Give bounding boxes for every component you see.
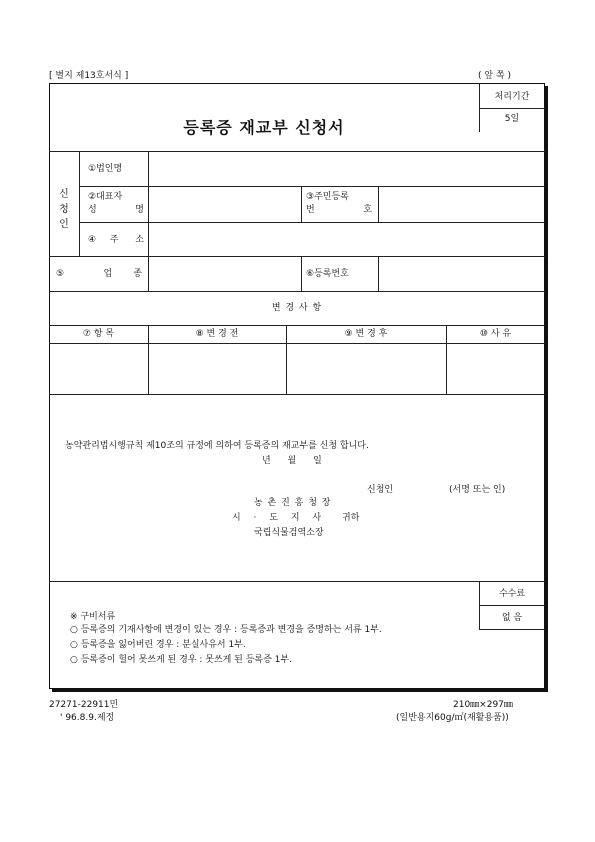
representative-name-field[interactable] bbox=[149, 187, 300, 221]
changes-title: 변 경 사 항 bbox=[271, 303, 323, 313]
change-item-field[interactable] bbox=[50, 344, 147, 393]
footer-paper-size: 210㎜×297㎜ bbox=[453, 700, 513, 710]
column-after: ⑨ 변 경 후 bbox=[344, 329, 388, 339]
footer-paper-spec: (일반용지60g/㎡(재활용품)) bbox=[396, 713, 509, 723]
fee-label: 수수료 bbox=[498, 589, 526, 599]
document-item: ○ 등록증의 기재사항에 변경이 있는 경우 : 등록증과 변경을 증명하는 서류 1부. bbox=[70, 625, 382, 635]
documents-heading: ※ 구비서류 bbox=[70, 612, 116, 622]
representative-label-line2: 성 명 bbox=[88, 205, 144, 215]
representative-label-line1: ②대표자 bbox=[88, 192, 123, 202]
document-item: ○ 등록증을 잃어버린 경우 : 분실사유서 1부. bbox=[70, 640, 246, 650]
column-before: ⑧ 변 경 전 bbox=[195, 329, 239, 339]
processing-period-value: 5일 bbox=[504, 114, 520, 124]
fee-value: 없 음 bbox=[501, 613, 523, 623]
address-label: ④주 소 bbox=[88, 235, 144, 245]
page-side: ( 앞 쪽 ) bbox=[478, 71, 511, 81]
industry-field[interactable] bbox=[149, 257, 300, 290]
industry-label: ⑤ 업 종 bbox=[56, 269, 142, 279]
processing-period-label: 처리기간 bbox=[494, 92, 530, 102]
signature-field[interactable] bbox=[405, 482, 445, 498]
resident-number-label-line1: ③주민등록 bbox=[306, 192, 349, 202]
applicant-sign-label: 신청인 bbox=[367, 485, 394, 495]
registration-number-label: ⑥등록번호 bbox=[306, 269, 349, 279]
recipient-rda: 농 촌 진 흥 청 장 bbox=[254, 498, 332, 508]
address-field[interactable] bbox=[149, 223, 544, 255]
change-after-field[interactable] bbox=[287, 344, 445, 393]
recipient-honorific: 귀하 bbox=[342, 513, 360, 523]
column-item: ⑦ 항 목 bbox=[82, 329, 115, 339]
recipient-governor: 시 · 도 지 사 bbox=[232, 513, 322, 523]
statement-text: 농약관리법시행규칙 제10조의 규정에 의하여 등록증의 재교부를 신청 합니다. bbox=[65, 441, 369, 451]
footer-form-code: 27271-22911민 bbox=[49, 700, 119, 710]
recipient-quarantine: 국립식물검역소장 bbox=[254, 528, 324, 538]
document-item: ○ 등록증이 헐어 못쓰게 된 경우 : 못쓰게 된 등록증 1부. bbox=[70, 655, 292, 665]
resident-number-label-line2: 번 호 bbox=[306, 205, 372, 215]
resident-number-field[interactable] bbox=[379, 187, 544, 221]
statement-date: 년 월 일 bbox=[262, 456, 322, 466]
form-title: 등록증 재교부 신청서 bbox=[183, 118, 345, 137]
change-reason-field[interactable] bbox=[447, 344, 544, 393]
footer-established: ' 96.8.9.제정 bbox=[60, 713, 115, 723]
column-reason: ⑩ 사 유 bbox=[479, 329, 512, 339]
form-number: [ 별지 제13호서식 ] bbox=[49, 71, 129, 81]
registration-number-field[interactable] bbox=[379, 257, 544, 290]
corp-name-field[interactable] bbox=[149, 152, 544, 185]
change-before-field[interactable] bbox=[149, 344, 285, 393]
corp-name-label: ①법인명 bbox=[88, 164, 123, 174]
signature-label: (서명 또는 인) bbox=[449, 485, 506, 495]
applicant-group-label: 신 청 인 bbox=[59, 189, 69, 230]
